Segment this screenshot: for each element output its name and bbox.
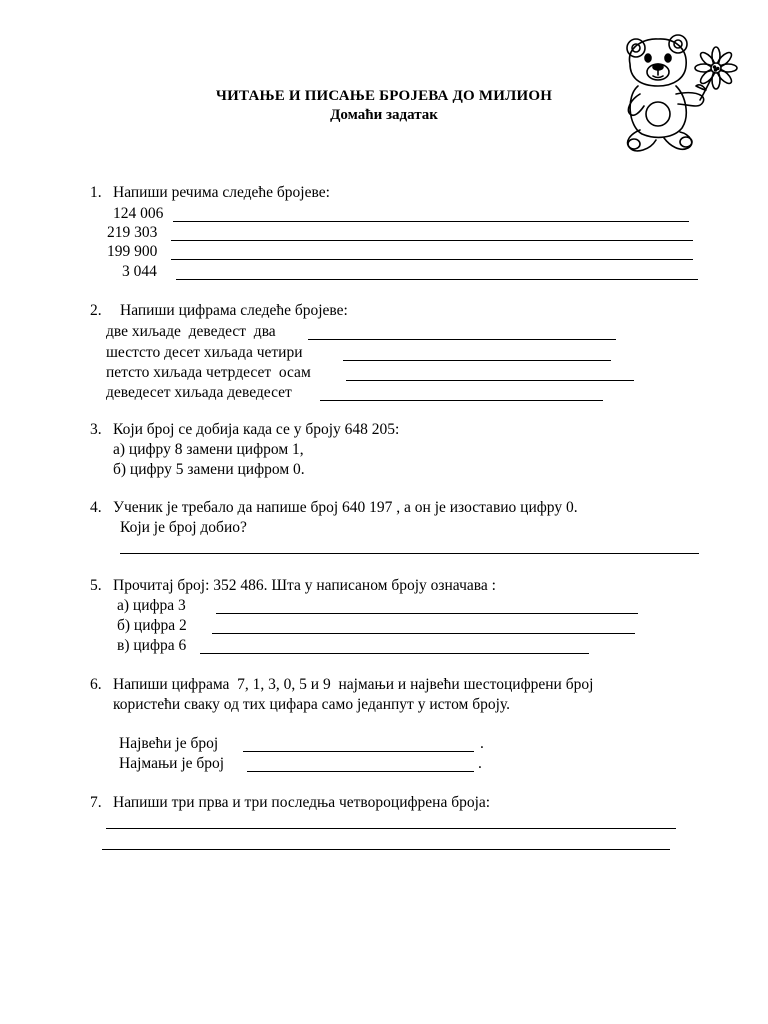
answer-line[interactable] [200, 653, 589, 654]
task-prompt-continuation: користећи сваку од тих цифара само једанпут у истом броју. [113, 696, 510, 713]
answer-line[interactable] [171, 259, 693, 260]
answer-line[interactable] [173, 221, 689, 222]
words-item: деведесет хиљада деведесет [106, 384, 292, 401]
task-prompt: Напиши цифрама 7, 1, 3, 0, 5 и 9 најмањи и највећи шестоцифрени број [113, 676, 594, 693]
task-number: 2. [90, 302, 102, 319]
page-title: ЧИТАЊЕ И ПИСАЊЕ БРОЈЕВА ДО МИЛИОН [215, 88, 553, 104]
task-number: 4. [90, 499, 102, 516]
sub-item: а) цифру 8 замени цифром 1, [113, 441, 304, 458]
number-item: 219 303 [107, 224, 158, 241]
answer-line[interactable] [320, 400, 603, 401]
answer-line[interactable] [243, 751, 474, 752]
answer-line[interactable] [102, 849, 670, 850]
answer-line[interactable] [176, 279, 698, 280]
answer-line[interactable] [216, 613, 638, 614]
answer-line[interactable] [212, 633, 635, 634]
answer-line[interactable] [171, 240, 693, 241]
words-item: две хиљаде деведест два [106, 323, 276, 340]
period: . [480, 735, 484, 752]
number-item: 3 044 [122, 263, 157, 280]
task-prompt: Прочитај број: 352 486. Шта у написаном броју означава : [113, 577, 496, 594]
sub-item: а) цифра 3 [117, 597, 186, 614]
answer-line[interactable] [247, 771, 474, 772]
answer-line[interactable] [343, 360, 611, 361]
period: . [478, 755, 482, 772]
teddy-bear-icon [616, 34, 738, 154]
task-question: Који је број добио? [120, 519, 247, 536]
task-number: 1. [90, 184, 102, 201]
task-number: 7. [90, 794, 102, 811]
sub-item: б) цифру 5 замени цифром 0. [113, 461, 305, 478]
sub-item: б) цифра 2 [117, 617, 187, 634]
sub-item: в) цифра 6 [117, 637, 187, 654]
task-number: 3. [90, 421, 102, 438]
task-number: 6. [90, 676, 102, 693]
answer-line[interactable] [346, 380, 634, 381]
words-item: петсто хиљада четрдесет осам [106, 364, 311, 381]
words-item: шестсто десет хиљада четири [106, 344, 303, 361]
task-prompt: Који број се добија када се у броју 648 205: [113, 421, 400, 438]
page-subtitle: Домаћи задатак [330, 107, 438, 123]
sub-item: Најмањи је број [119, 755, 225, 772]
answer-line[interactable] [308, 339, 616, 340]
task-prompt: Напиши цифрама следеће бројеве: [120, 302, 348, 319]
number-item: 199 900 [107, 243, 158, 260]
task-number: 5. [90, 577, 102, 594]
sub-item: Највећи је број [119, 735, 219, 752]
task-prompt: Напиши речима следеће бројеве: [113, 184, 330, 201]
task-prompt: Напиши три прва и три последња четвороцифрена броја: [113, 794, 491, 811]
task-prompt: Ученик је требало да напише број 640 197 , а он је изоставио цифру 0. [113, 499, 578, 516]
answer-line[interactable] [120, 553, 699, 554]
number-item: 124 006 [113, 205, 164, 222]
answer-line[interactable] [106, 828, 676, 829]
